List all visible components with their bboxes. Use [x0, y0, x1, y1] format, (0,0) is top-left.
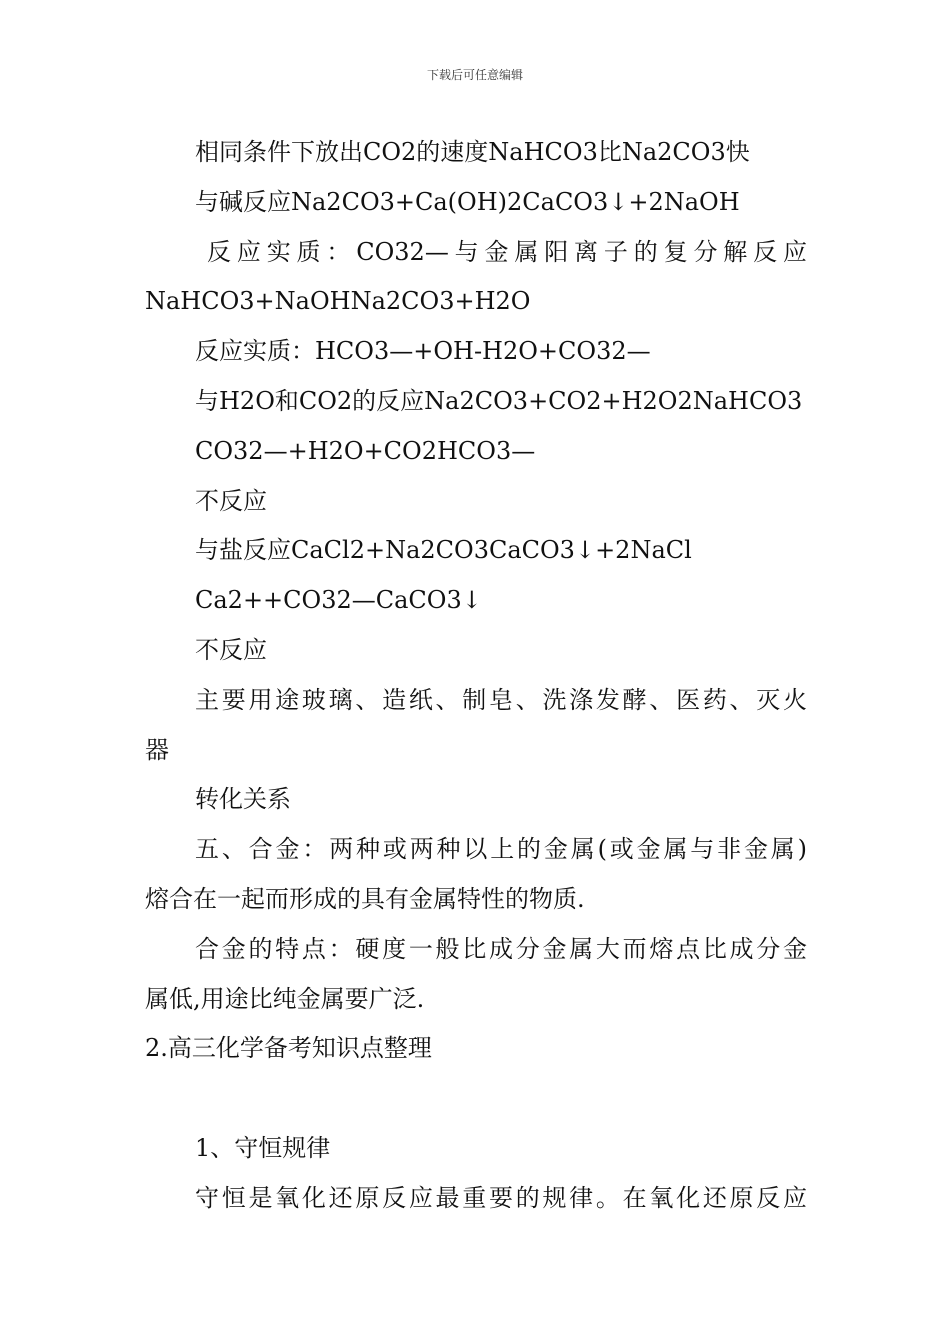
text-line: 主要用途玻璃、造纸、制皂、洗涤发酵、医药、灭火	[195, 685, 807, 714]
text-line: 器	[145, 735, 169, 764]
page-header: 下载后可任意编辑	[426, 68, 523, 82]
subsection-heading: 1、守恒规律	[195, 1133, 331, 1162]
text-line: 反应实质：CO32—与金属阳离子的复分解反应	[207, 237, 807, 266]
text-line: 相同条件下放出CO2的速度NaHCO3比Na2CO3快	[195, 138, 750, 166]
text-line: 熔合在一起而形成的具有金属特性的物质.	[145, 884, 585, 913]
text-line: 与H2O和CO2的反应Na2CO3+CO2+H2O2NaHCO3	[195, 386, 803, 415]
text-line: Ca2++CO32—CaCO3↓	[195, 586, 482, 615]
text-line: 五、合金：两种或两种以上的金属(或金属与非金属)	[195, 835, 807, 864]
blank-line	[145, 1074, 807, 1124]
section-heading: 2.高三化学备考知识点整理	[145, 1034, 432, 1063]
text-line: 转化关系	[195, 785, 291, 814]
text-line: 属低,用途比纯金属要广泛.	[145, 984, 425, 1013]
text-line: 与盐反应CaCl2+Na2CO3CaCO3↓+2NaCl	[195, 536, 692, 565]
text-line: CO32—+H2O+CO2HCO3—	[195, 436, 536, 465]
document-body	[145, 128, 807, 1224]
text-line: NaHCO3+NaOHNa2CO3+H2O	[145, 287, 531, 316]
text-line: 不反应	[195, 635, 267, 664]
text-line: 不反应	[195, 486, 267, 515]
text-line: 与碱反应Na2CO3+Ca(OH)2CaCO3↓+2NaOH	[195, 187, 740, 216]
text-line: 反应实质：HCO3—+OH-H2O+CO32—	[195, 337, 651, 366]
text-line: 合金的特点：硬度一般比成分金属大而熔点比成分金	[195, 934, 807, 963]
text-line: 守恒是氧化还原反应最重要的规律。在氧化还原反应	[195, 1183, 807, 1212]
